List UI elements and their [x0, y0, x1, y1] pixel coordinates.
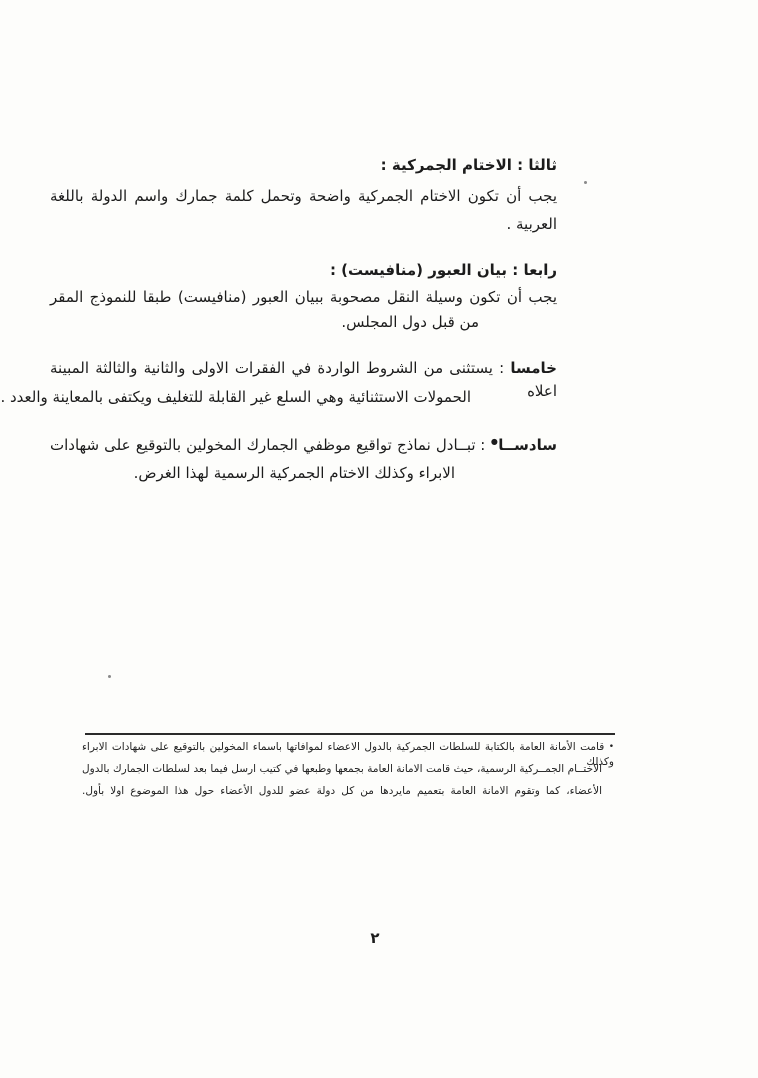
paragraph-line: الابراء وكذلك الاختام الجمركية الرسمية لهذا الغرض. [133, 464, 455, 482]
paragraph-line: يجب أن تكون وسيلة النقل مصحوبة ببيان العبور (منافيست) طبقا للنموذج المقر [50, 288, 557, 306]
section-heading-fourth: رابعا : بيان العبور (منافيست) : [329, 261, 557, 279]
footnote-text: قامت الأمانة العامة بالكتابة للسلطات الجمركية بالدول الاعضاء لموافاتها باسماء المخولين بالتوقيع على شهادات الابراء وكذلك [82, 741, 614, 768]
footnote-bullet-icon: • [608, 742, 614, 752]
section-label-sixth: سادســا [498, 436, 557, 454]
section-label-fifth: خامسا [510, 359, 557, 377]
paragraph-line [50, 434, 557, 457]
footnote-line: الأعضاء، كما وتقوم الامانة العامة بتعميم مايردها من كل دولة عضو للدول الأعضاء حول هذا الموضوع اولا بأول. [82, 785, 602, 797]
footnote-rule [85, 733, 615, 735]
page-number: ٢ [370, 929, 380, 947]
section-heading-third: ثالثا : الاختام الجمركية : [380, 156, 557, 174]
paragraph-line: يجب أن تكون الاختام الجمركية واضحة وتحمل كلمة جمارك واسم الدولة باللغة [50, 187, 557, 205]
scan-speck [108, 675, 111, 678]
paragraph-text: : يستثنى من الشروط الواردة في الفقرات الاولى والثانية والثالثة المبينة اعلاه [50, 359, 557, 400]
footnote-line: الاختــام الجمــركية الرسمية، حيث قامت الامانة العامة بجمعها وطبعها في كتيب ارسل فيما بعد لسلطات الجمارك بالدول [82, 763, 602, 775]
paragraph-text: : تبــادل نماذج تواقيع موظفي الجمارك المخولين بالتوقيع على شهادات [50, 436, 486, 454]
paragraph-line: الحمولات الاستثنائية وهي السلع غير القابلة للتغليف ويكتفى بالمعاينة والعدد . [0, 388, 471, 406]
paragraph-line: من قبل دول المجلس. [341, 313, 479, 331]
footnote-asterisk-icon: ● [490, 437, 499, 446]
paragraph-line: العربية . [506, 215, 557, 233]
scan-speck [584, 181, 587, 184]
